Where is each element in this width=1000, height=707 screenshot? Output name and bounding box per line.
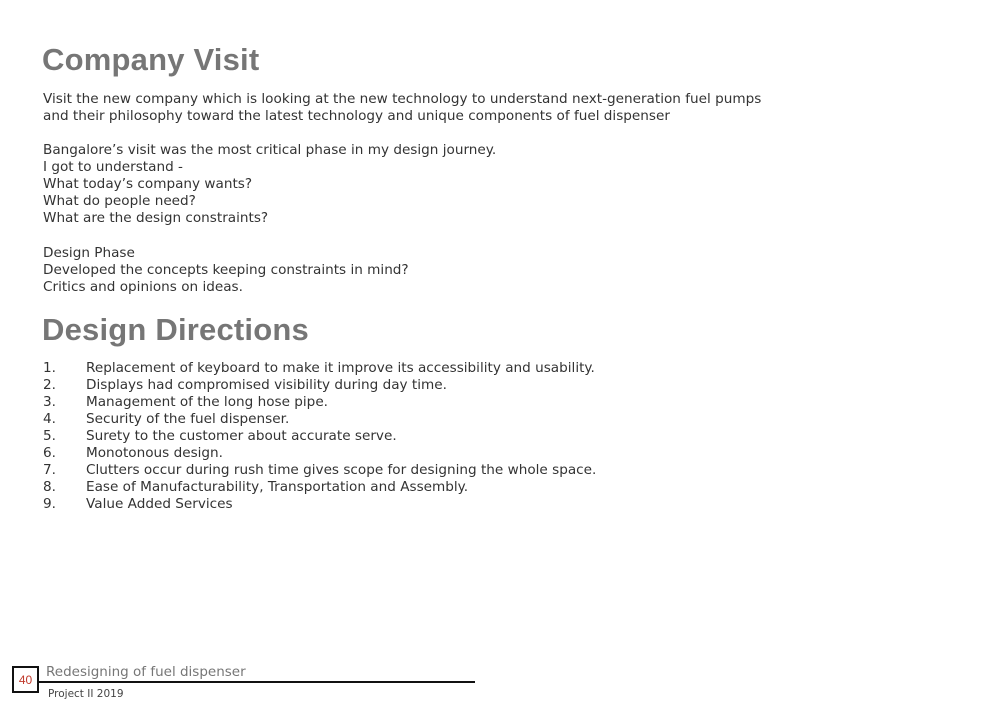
footer-divider xyxy=(39,681,475,683)
list-item xyxy=(43,496,596,513)
list-item-text: Security of the fuel dispenser. xyxy=(86,411,290,427)
list-item-number: 7. xyxy=(43,462,56,478)
list-item xyxy=(43,462,596,479)
text-line: Design Phase xyxy=(43,245,135,261)
text-line: Visit the new company which is looking at the new technology to understand next-generation fuel pumps xyxy=(43,91,762,107)
text-line: Developed the concepts keeping constraints in mind? xyxy=(43,262,409,278)
text-line: and their philosophy toward the latest technology and unique components of fuel dispenser xyxy=(43,108,670,124)
text-line: Critics and opinions on ideas. xyxy=(43,279,243,295)
section-title-company-visit: Company Visit xyxy=(42,42,260,77)
list-item-number: 4. xyxy=(43,411,56,427)
text-line: What are the design constraints? xyxy=(43,210,269,226)
design-directions-list xyxy=(43,360,596,513)
page-number: 40 xyxy=(12,666,39,693)
list-item-text: Displays had compromised visibility during day time. xyxy=(86,377,447,393)
list-item-text: Monotonous design. xyxy=(86,445,223,461)
footer-title: Redesigning of fuel dispenser xyxy=(46,664,246,680)
list-item-number: 9. xyxy=(43,496,56,512)
list-item-text: Surety to the customer about accurate serve. xyxy=(86,428,397,444)
list-item-text: Clutters occur during rush time gives scope for designing the whole space. xyxy=(86,462,597,478)
text-line: What do people need? xyxy=(43,193,196,209)
list-item-text: Replacement of keyboard to make it improve its accessibility and usability. xyxy=(86,360,595,376)
list-item xyxy=(43,479,596,496)
list-item-text: Value Added Services xyxy=(86,496,233,512)
list-item xyxy=(43,394,596,411)
footer-subtitle: Project II 2019 xyxy=(48,688,124,700)
list-item xyxy=(43,360,596,377)
text-line: Bangalore’s visit was the most critical phase in my design journey. xyxy=(43,142,497,158)
list-item-number: 6. xyxy=(43,445,56,461)
design-phase-paragraph xyxy=(43,245,409,296)
intro-paragraph xyxy=(43,91,761,125)
list-item xyxy=(43,377,596,394)
list-item-number: 8. xyxy=(43,479,56,495)
text-line: I got to understand - xyxy=(43,159,183,175)
list-item-text: Ease of Manufacturability, Transportation and Assembly. xyxy=(86,479,469,495)
list-item-number: 5. xyxy=(43,428,56,444)
list-item-number: 3. xyxy=(43,394,56,410)
list-item xyxy=(43,428,596,445)
list-item-text: Management of the long hose pipe. xyxy=(86,394,328,410)
text-line: What today’s company wants? xyxy=(43,176,253,192)
list-item xyxy=(43,445,596,462)
list-item-number: 1. xyxy=(43,360,56,376)
section-title-design-directions: Design Directions xyxy=(42,312,309,347)
list-item xyxy=(43,411,596,428)
visit-paragraph xyxy=(43,142,496,227)
list-item-number: 2. xyxy=(43,377,56,393)
